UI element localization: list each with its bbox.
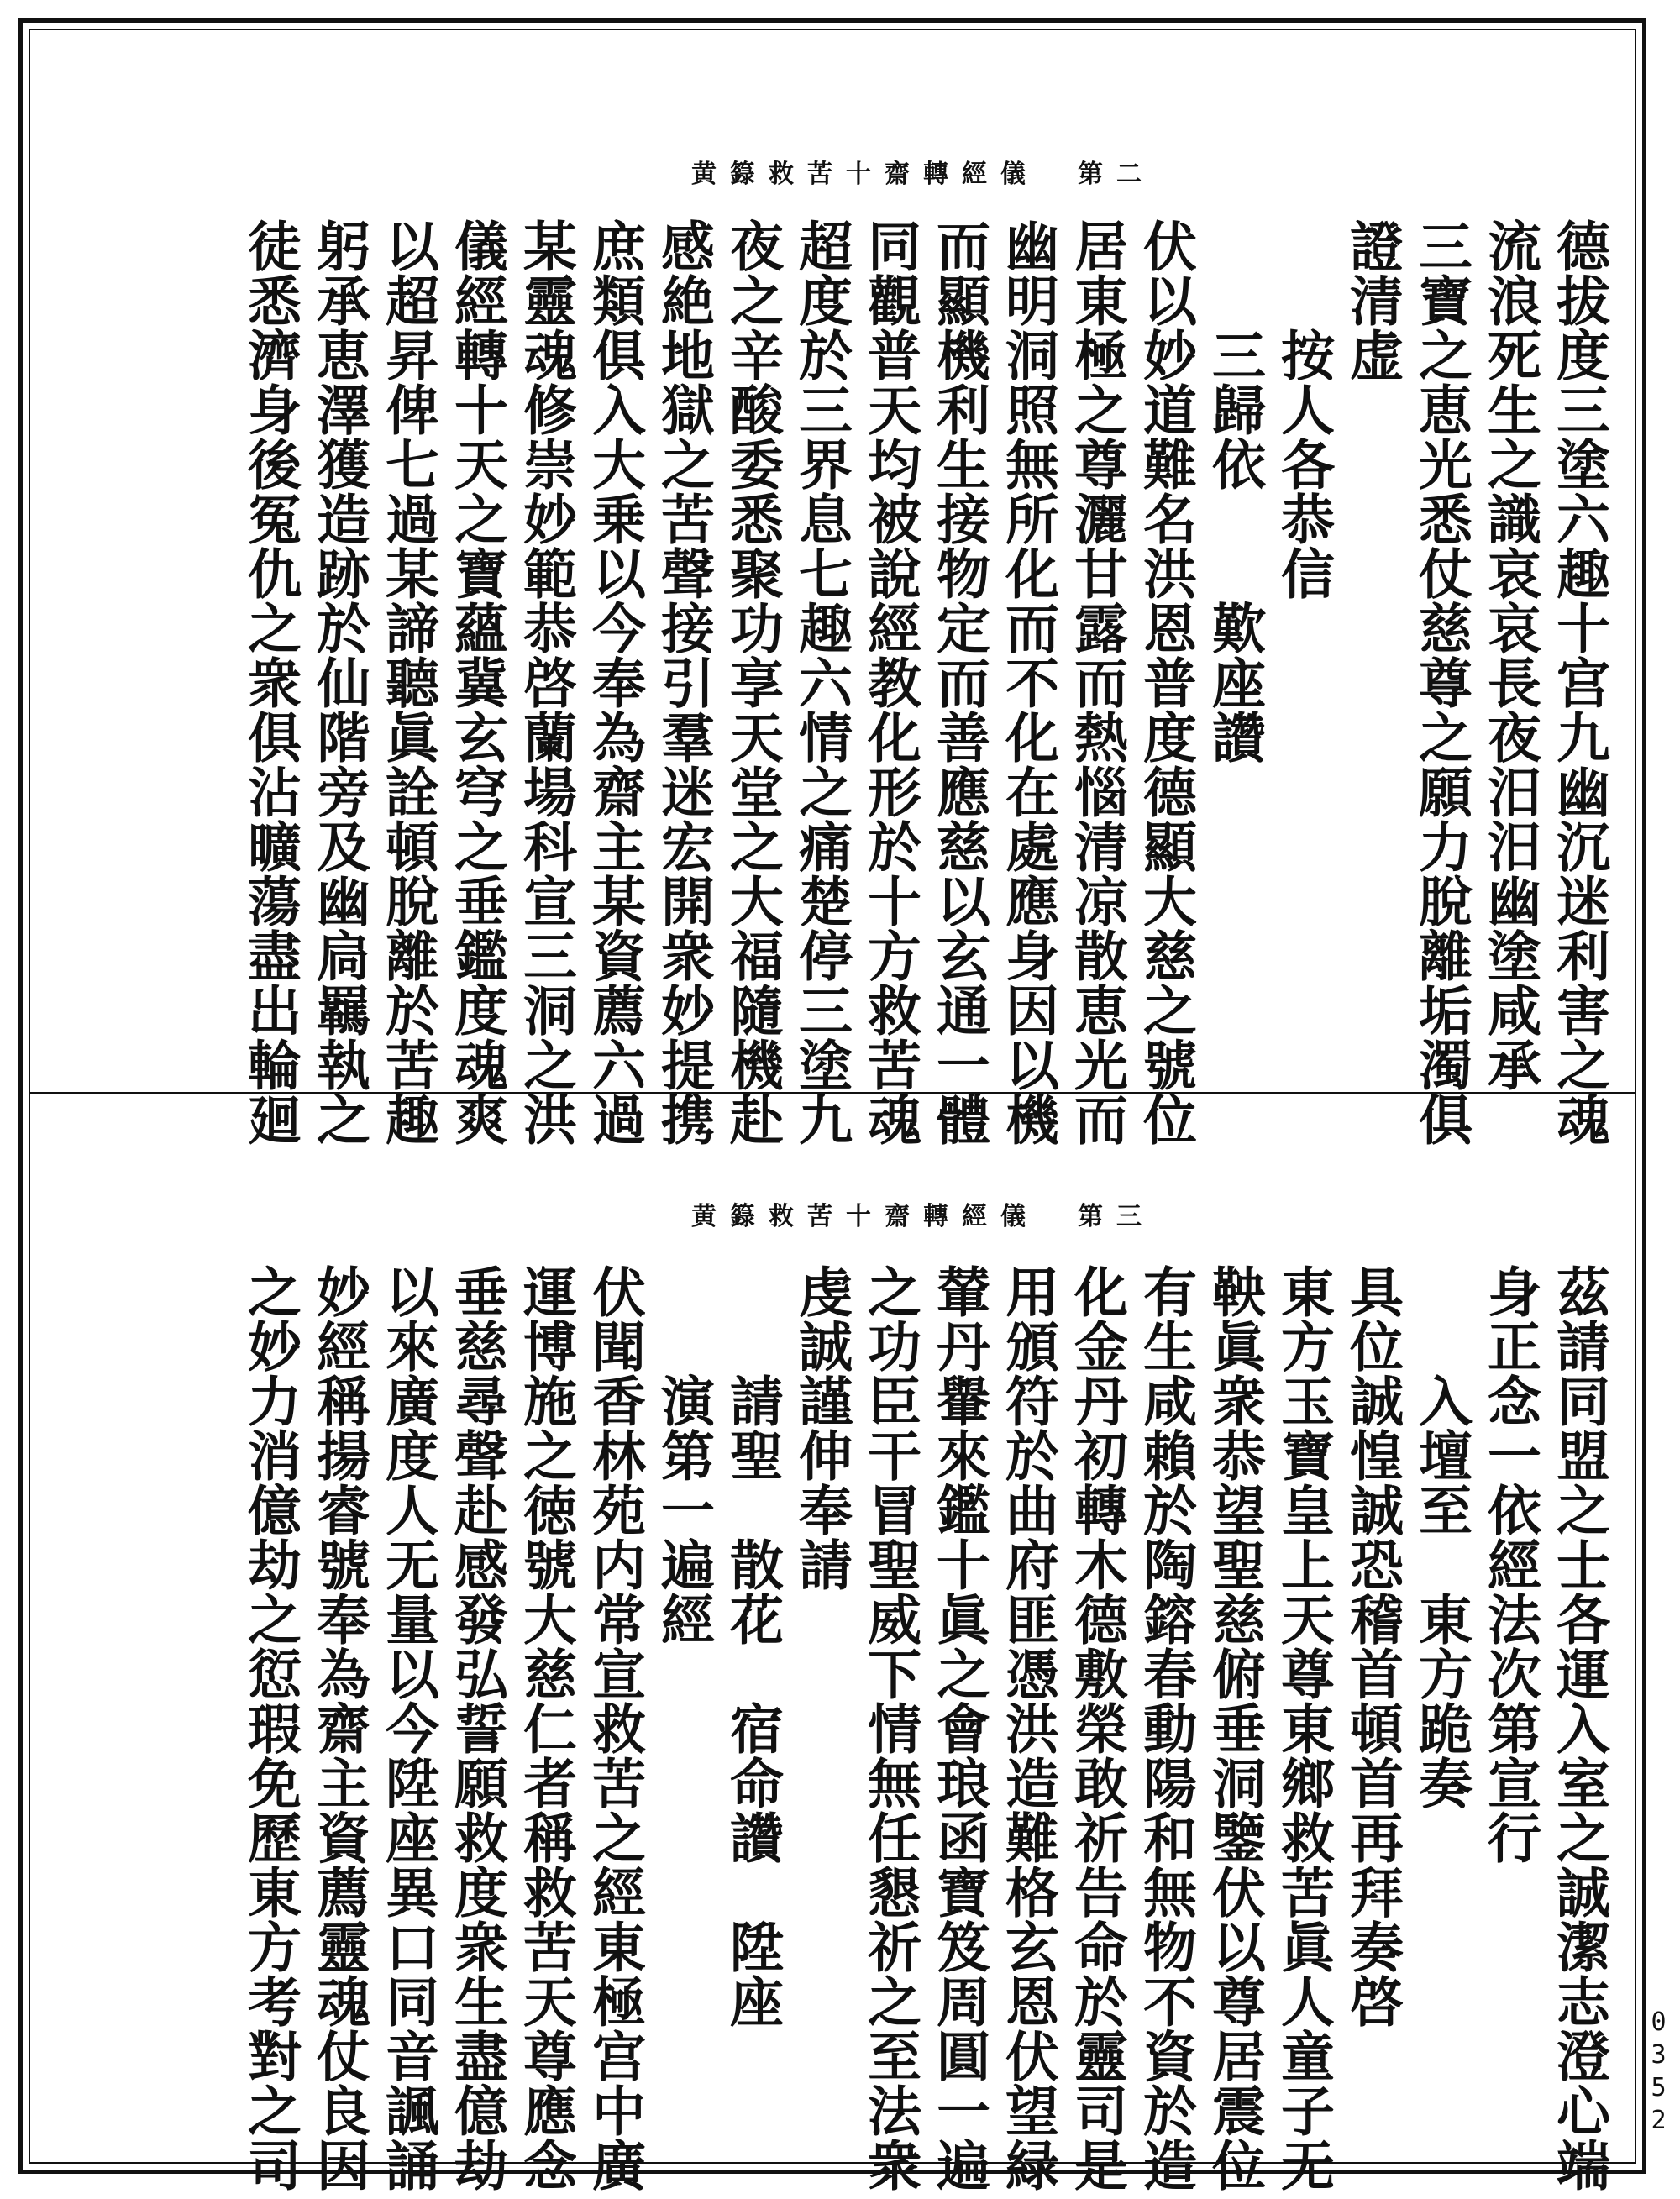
text-column: 之功臣干冒聖威下情無任懇祈之至法衆 [858, 1264, 921, 2192]
page-number: 0352 [1644, 2007, 1673, 2139]
text-column: 入壇至 東方跪奏 [1410, 1264, 1473, 1810]
top-page-panel [50, 101, 1621, 1147]
text-column: 演第一遍經 [652, 1264, 715, 1646]
text-column: 三歸依 歎座讚 [1203, 218, 1266, 764]
text-column: 超度於三界息七趣六情之痛楚停三塗九 [790, 218, 853, 1147]
text-column: 身正念一依經法次第宣行 [1478, 1264, 1541, 1865]
text-column: 三寶之恵光悉仗慈尊之願力脫離垢濁俱 [1410, 218, 1473, 1147]
text-column: 鞅眞衆恭望聖慈俯垂洞鑒伏以尊居震位 [1203, 1264, 1266, 2192]
text-column: 妙經稱揚睿號奉為齋主資薦靈魂仗良因 [307, 1264, 370, 2192]
text-column: 請聖 散花 宿命讚 陞座 [721, 1264, 784, 2028]
text-column: 之妙力消億劫之愆瑕免歷東方考對之司 [239, 1264, 302, 2192]
text-column: 伏聞香林苑内常宣救苦之經東極宫中廣 [583, 1264, 646, 2192]
bottom-text-columns [235, 1264, 1613, 2192]
text-column: 伏以妙道難名洪恩普度德顯大慈之號位 [1134, 218, 1197, 1147]
text-column: 按人各恭信 [1272, 218, 1335, 601]
top-page-header: 黄籙救苦十齋轉經儀 第二 [691, 160, 1155, 189]
text-column: 幽明洞照無所化而不化在處應身因以機 [996, 218, 1059, 1147]
text-column: 具位誠惶誠恐稽首頓首再拜奏啓 [1341, 1264, 1404, 2028]
text-column: 以來廣度人无量以今陞座異口同音諷誦 [376, 1264, 439, 2192]
text-column: 垂慈尋聲赴感發弘誓願救度衆生盡億劫 [445, 1264, 508, 2192]
text-column: 用頒符於曲府匪憑洪造難格玄恩伏望緑 [996, 1264, 1059, 2192]
text-column: 以超昇俾七過某諦聽眞詮頓脫離於苦趣 [376, 218, 439, 1147]
text-column: 虔誠謹伸奉請 [790, 1264, 853, 1592]
text-column: 流浪死生之識哀哀長夜汨汨幽塗咸承 [1478, 218, 1541, 1092]
text-column: 儀經轉十天之寶蘊冀玄穹之垂鑑度魂爽 [445, 218, 508, 1147]
text-column: 東方玉寶皇上天尊東鄉救苦眞人童子无 [1272, 1264, 1335, 2192]
bottom-page-header: 黄籙救苦十齋轉經儀 第三 [691, 1202, 1155, 1231]
text-column: 同觀普天均被說經教化形於十方救苦魂 [858, 218, 921, 1147]
text-column: 而顯機利生接物定而善應慈以玄通一體 [927, 218, 990, 1147]
text-column: 徒悉濟身後冤仇之衆俱沾曠蕩盡出輪廻 [239, 218, 302, 1147]
text-column: 居東極之尊灑甘露而熱惱清凉散恵光而 [1065, 218, 1128, 1147]
text-column: 某靈魂修崇妙範恭啓蘭場科宣三洞之洪 [514, 218, 577, 1147]
text-column: 輦丹轝來鑑十眞之會琅函寶笈周圓一遍 [927, 1264, 990, 2192]
text-column: 有生咸賴於陶鎔春動陽和無物不資於造 [1134, 1264, 1197, 2192]
text-column: 茲請同盟之士各運入室之誠潔志澄心端 [1547, 1264, 1610, 2192]
bottom-page-panel [50, 1172, 1621, 2192]
text-column: 夜之辛酸委悉聚功享天堂之大福隨機赴 [721, 218, 784, 1147]
text-column: 躬承恵澤獲造跡於仙階旁及幽扃羈執之 [307, 218, 370, 1147]
top-text-columns [235, 218, 1613, 1147]
text-column: 庶類俱入大乗以今奉為齋主某資薦六過 [583, 218, 646, 1147]
text-column: 證清虚 [1341, 218, 1404, 382]
text-column: 化金丹初轉木德敷榮敢祈告命於靈司是 [1065, 1264, 1128, 2192]
text-column: 感絶地獄之苦聲接引羣迷宏開衆妙提携 [652, 218, 715, 1147]
text-column: 運博施之徳號大慈仁者稱救苦天尊應念 [514, 1264, 577, 2192]
text-column: 德拔度三塗六趣十宫九幽沉迷利害之魂 [1547, 218, 1610, 1147]
